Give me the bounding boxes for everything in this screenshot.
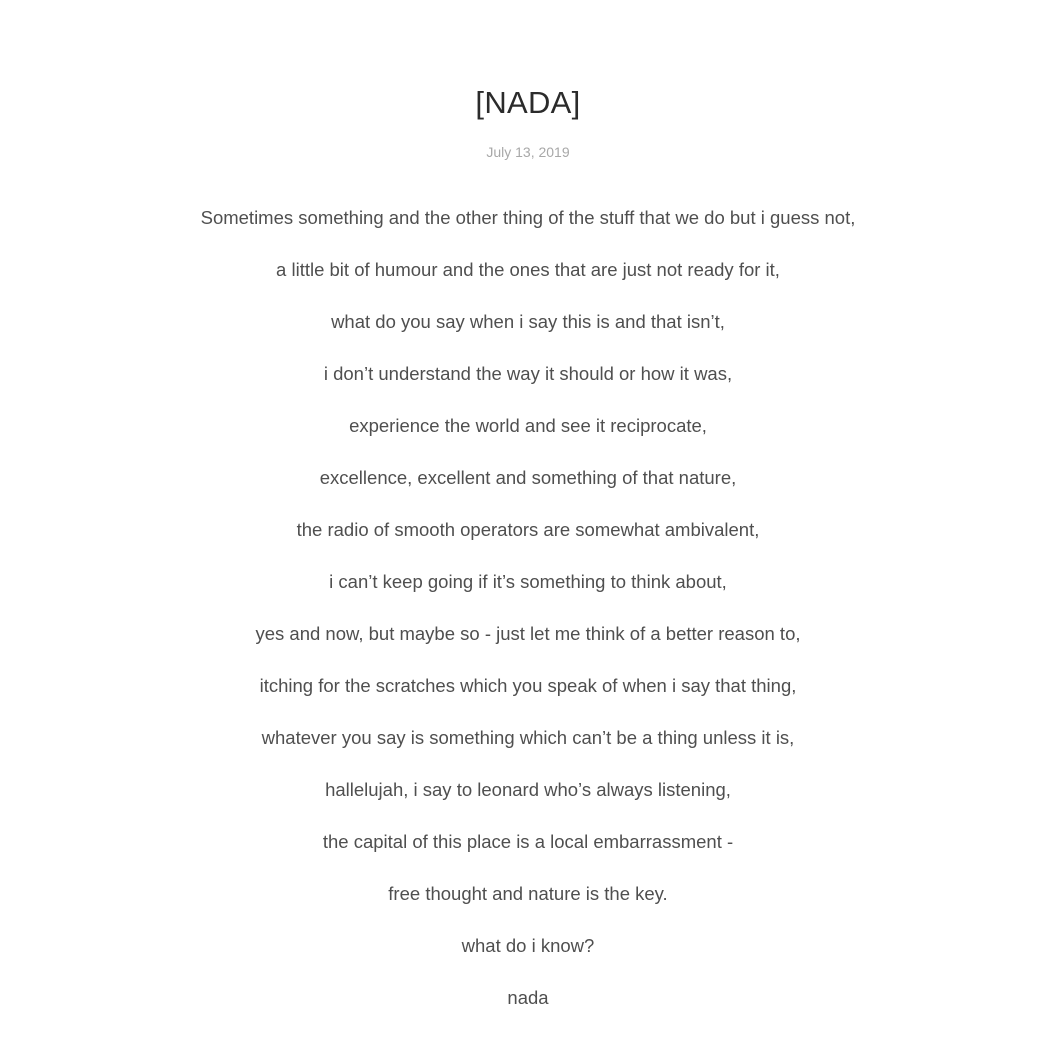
poem-line: the radio of smooth operators are somewhat ambivalent, <box>296 519 760 540</box>
poem-line: hallelujah, i say to leonard who’s always listening, <box>325 779 731 800</box>
poem-line: yes and now, but maybe so - just let me think of a better reason to, <box>255 623 801 644</box>
poem-line: i don’t understand the way it should or how it was, <box>323 363 733 384</box>
poem-line: nada <box>507 987 549 1008</box>
poem-body <box>0 192 1056 1024</box>
poem-line: a little bit of humour and the ones that are just not ready for it, <box>276 259 780 280</box>
poem-line: experience the world and see it reciprocate, <box>349 415 707 436</box>
poem-line: i can’t keep going if it’s something to think about, <box>329 571 727 592</box>
poem-line: whatever you say is something which can’t be a thing unless it is, <box>261 727 795 748</box>
poem-line: what do you say when i say this is and that isn’t, <box>331 311 725 332</box>
poem-line: free thought and nature is the key. <box>388 883 668 904</box>
poem-line: excellence, excellent and something of that nature, <box>319 467 737 488</box>
poem-line: itching for the scratches which you speak of when i say that thing, <box>259 675 797 696</box>
poem-line: Sometimes something and the other thing of the stuff that we do but i guess not, <box>200 207 856 228</box>
poem-line: the capital of this place is a local embarrassment - <box>322 831 734 852</box>
post-title: [NADA] <box>475 85 581 120</box>
post-date: July 13, 2019 <box>486 144 570 160</box>
poem-line: what do i know? <box>461 935 595 956</box>
